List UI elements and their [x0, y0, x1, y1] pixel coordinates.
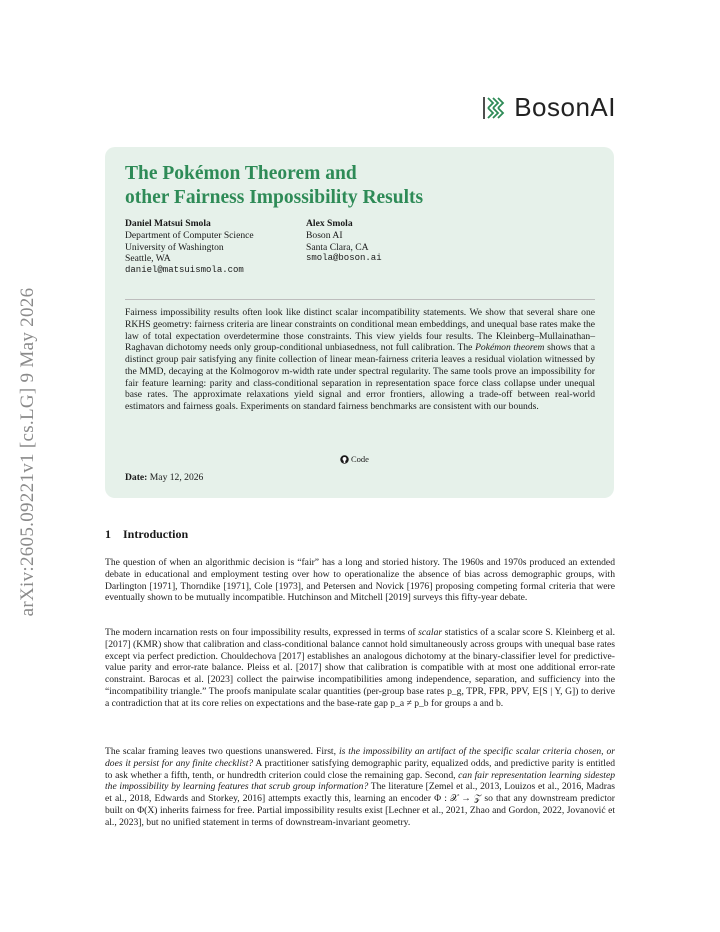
author-block-2 [306, 218, 382, 265]
abstract-text [125, 307, 595, 413]
abstract-emphasis: Pokémon theorem [475, 342, 545, 354]
code-link-label: Code [351, 454, 369, 464]
paper-date [125, 472, 203, 483]
paragraph-part: statistics of a scalar score S. Kleinberg et al. [2017] (KMR) show that calibration and class-conditional balance cannot hold simultaneously across groups with unequal base rates except via perfect prediction. Chouldechova [2017] establishes an analogous dichotomy at the binary-classifier level for predictive-value parity and error-rate balance. Pleiss et al. [2017] show that calibration is compatible with at most one additional error-rate constraint. Barocas et al. [2023] collect the pairwise incompatibilities among independence, separation, and sufficiency into the “incompatibility triangle.” The proofs manipulate scalar quantities (per-group base rates p_g, TPR, FPR, PPV, 𝔼[S | Y, G]) to derive a contradiction that at its core relies on expectations and the base-rate gap p_a ≠ p_b for groups a and b. [105, 627, 615, 709]
bosonai-logo [482, 92, 616, 123]
paragraph-emphasis: can fair representation learning sidestep the impossibility by learning features that scrub group information? [105, 769, 615, 793]
date-value: May 12, 2026 [149, 472, 204, 483]
author-affiliation: Santa Clara, CA [306, 241, 369, 253]
intro-paragraph-1: The question of when an algorithmic decision is “fair” has a long and storied history. The 1960s and 1970s produced an extended debate in educational and employment testing over how to operationalize the absence of bias across demographic groups, with Darlington [1971], Thorndike [1971], Cole [1973], and Petersen and Novick [1976] proposing competing formal criteria that were eventually shown to be mutually incompatible. Hutchinson and Mitchell [2019] surveys this fifty-year debate. [105, 557, 615, 604]
paragraph-part: A practitioner satisfying demographic parity, equalized odds, and predictive parity is entitled to ask whether a fifth, tenth, or hundredth criterion could close the remaining gap. Second, [105, 757, 615, 781]
paragraph-part: The modern incarnation rests on four impossibility results, expressed in terms of [105, 627, 419, 638]
arxiv-identifier-stamp [8, 262, 48, 642]
github-icon [340, 455, 349, 464]
arxiv-stamp-text: arXiv:2605.09221v1 [cs.LG] 9 May 2026 [17, 287, 38, 617]
abstract-part: Fairness impossibility results often look like distinct scalar incompatibility statements. We show that several share one RKHS geometry: fairness criteria are linear constraints on conditional mean embeddings, and unequal base rates make the law of total expectation overdetermine those constraints. This view yields four results. The Kleinberg–Mullainathan–Raghavan dichotomy needs only group-conditional unbiasedness, not full calibration. The [125, 307, 595, 354]
author-affiliation: Department of Computer Science [125, 229, 254, 241]
code-link[interactable] [340, 454, 369, 464]
author-email[interactable]: daniel@matsuismola.com [125, 265, 244, 276]
paragraph-part: The scalar framing leaves two questions unanswered. First, [105, 746, 339, 757]
title-line-2: other Fairness Impossibility Results [125, 187, 424, 208]
paper-title [125, 162, 585, 210]
author-affiliation: University of Washington [125, 241, 224, 253]
title-line-1: The Pokémon Theorem and [125, 163, 357, 184]
section-heading [105, 527, 188, 542]
abstract-part: shows that a distinct group pair satisfying any finite collection of linear mean-fairness criteria leaves a residual violation witnessed by the MMD, decaying at the Kolmogorov m-width rate under spectral regularity. The same tools prove an impossibility for fair feature learning: parity and class-conditional separation in representation space force class collapse under unequal base rates. The approximate relaxations yield signal and error frontiers, allowing a trade-off between real-world estimators and fairness goals. Experiments on standard fairness benchmarks are consistent with our bounds. [125, 342, 595, 412]
logo-text: BosonAI [514, 92, 616, 122]
section-number: 1 [105, 527, 111, 541]
intro-paragraph-3 [105, 746, 615, 829]
section-title: Introduction [123, 527, 189, 541]
paragraph-part: The literature [Zemel et al., 2013, Louizos et al., 2016, Madras et al., 2018, Edwards and Storkey, 2016] attempts exactly this, learning an encoder Φ : 𝒳 → 𝒵 so that any downstream predictor built on Φ(X) inherits fairness for free. Partial impossibility results exist [Lechner et al., 2021, Zhao and Gordon, 2022, Jovanović et al., 2023], but no unified statement in terms of downstream-invariant geometry. [105, 781, 615, 828]
author-name: Alex Smola [306, 218, 353, 229]
intro-paragraph-2 [105, 627, 615, 710]
author-name: Daniel Matsui Smola [125, 218, 211, 229]
author-affiliation: Boson AI [306, 229, 343, 241]
paragraph-emphasis: is the impossibility an artifact of the specific scalar criteria chosen, or does it persist for any finite checklist? [105, 746, 616, 769]
paragraph-emphasis: scalar [418, 627, 443, 638]
date-label: Date: [125, 472, 148, 483]
author-email[interactable]: smola@boson.ai [306, 253, 382, 264]
abstract-divider [125, 299, 595, 300]
author-block-1 [125, 218, 254, 277]
boson-logo-icon [482, 95, 508, 121]
author-location: Seattle, WA [125, 253, 171, 265]
